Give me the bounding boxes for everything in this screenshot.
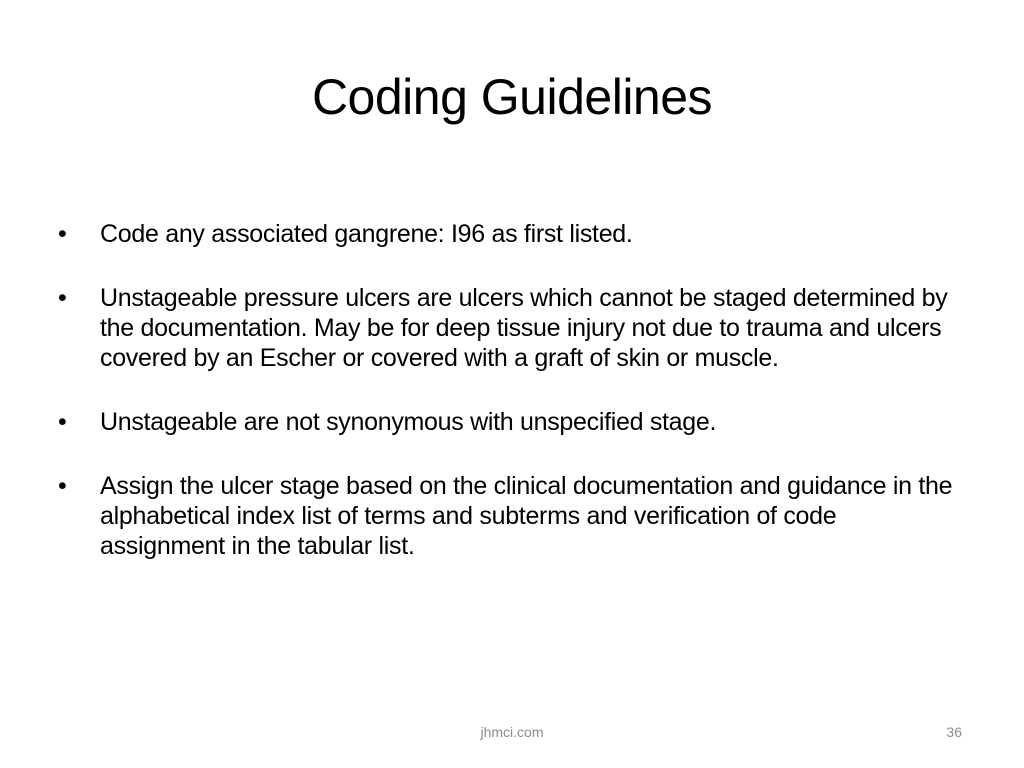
footer-source: jhmci.com bbox=[480, 724, 544, 740]
bullet-list bbox=[58, 219, 958, 561]
bullet-item bbox=[58, 407, 958, 437]
bullet-icon: • bbox=[58, 284, 67, 312]
bullet-item bbox=[58, 283, 958, 373]
slide-title: Coding Guidelines bbox=[311, 69, 713, 125]
bullet-icon: • bbox=[58, 220, 67, 248]
bullet-text: Assign the ulcer stage based on the clinical documentation and guidance in the alphabetical index list of terms and subterms and verification of code assignment in the tabular list. bbox=[100, 472, 953, 560]
bullet-icon: • bbox=[58, 408, 67, 436]
bullet-text: Unstageable are not synonymous with unspecified stage. bbox=[100, 408, 717, 436]
bullet-icon: • bbox=[58, 472, 67, 500]
page-number: 36 bbox=[946, 724, 962, 740]
bullet-text: Code any associated gangrene: I96 as first listed. bbox=[100, 220, 633, 248]
bullet-item bbox=[58, 471, 958, 561]
bullet-item bbox=[58, 219, 958, 249]
bullet-text: Unstageable pressure ulcers are ulcers which cannot be staged determined by the documentation. May be for deep tissue injury not due to trauma and ulcers covered by an Escher or covered with a graft of skin or muscle. bbox=[100, 284, 948, 372]
